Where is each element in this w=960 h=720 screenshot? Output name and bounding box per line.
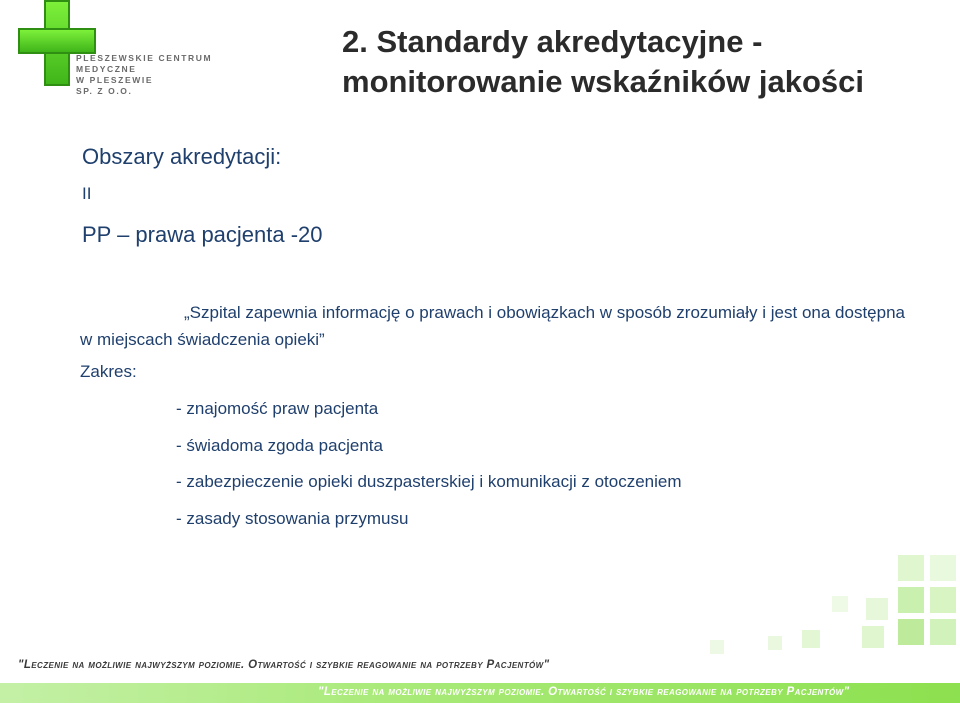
slide-title [342,22,942,102]
organization-name: PLESZEWSKIE CENTRUM MEDYCZNE W PLESZEWIE SP. Z O.O. [76,53,213,96]
scope-item: - zabezpieczenie opieki duszpasterskiej i komunikacji z otoczeniem [176,472,682,491]
scope-label: Zakres: [80,362,137,381]
scope-list [176,396,682,542]
slide-title-line2: monitorowanie wskaźników jakości [342,64,864,99]
scope-item: - zasady stosowania przymusu [176,508,409,528]
areas-roman-numeral: II [82,184,92,203]
footer-slogan: "Leczenie na możliwie najwyższym poziomie. Otwartość i szybkie reagowanie na potrzeby Pacjentów" [18,659,550,671]
scope-item: - świadoma zgoda pacjenta [176,435,383,455]
footer-slogan-reflection: "Leczenie na możliwie najwyższym poziomie. Otwartość i szybkie reagowanie na potrzeby Pacjentów" [318,686,850,698]
standard-quote: „Szpital zapewnia informację o prawach i obowiązkach w sposób zrozumiały i jest ona dostępna w miejscach świadczenia opieki” [80,303,905,349]
slide-title-line1: 2. Standardy akredytacyjne - [342,24,763,59]
areas-heading: Obszary akredytacji: [82,144,282,169]
scope-item: - znajomość praw pacjenta [176,399,379,418]
areas-item: PP – prawa pacjenta -20 [82,222,323,247]
company-logo [0,0,260,100]
